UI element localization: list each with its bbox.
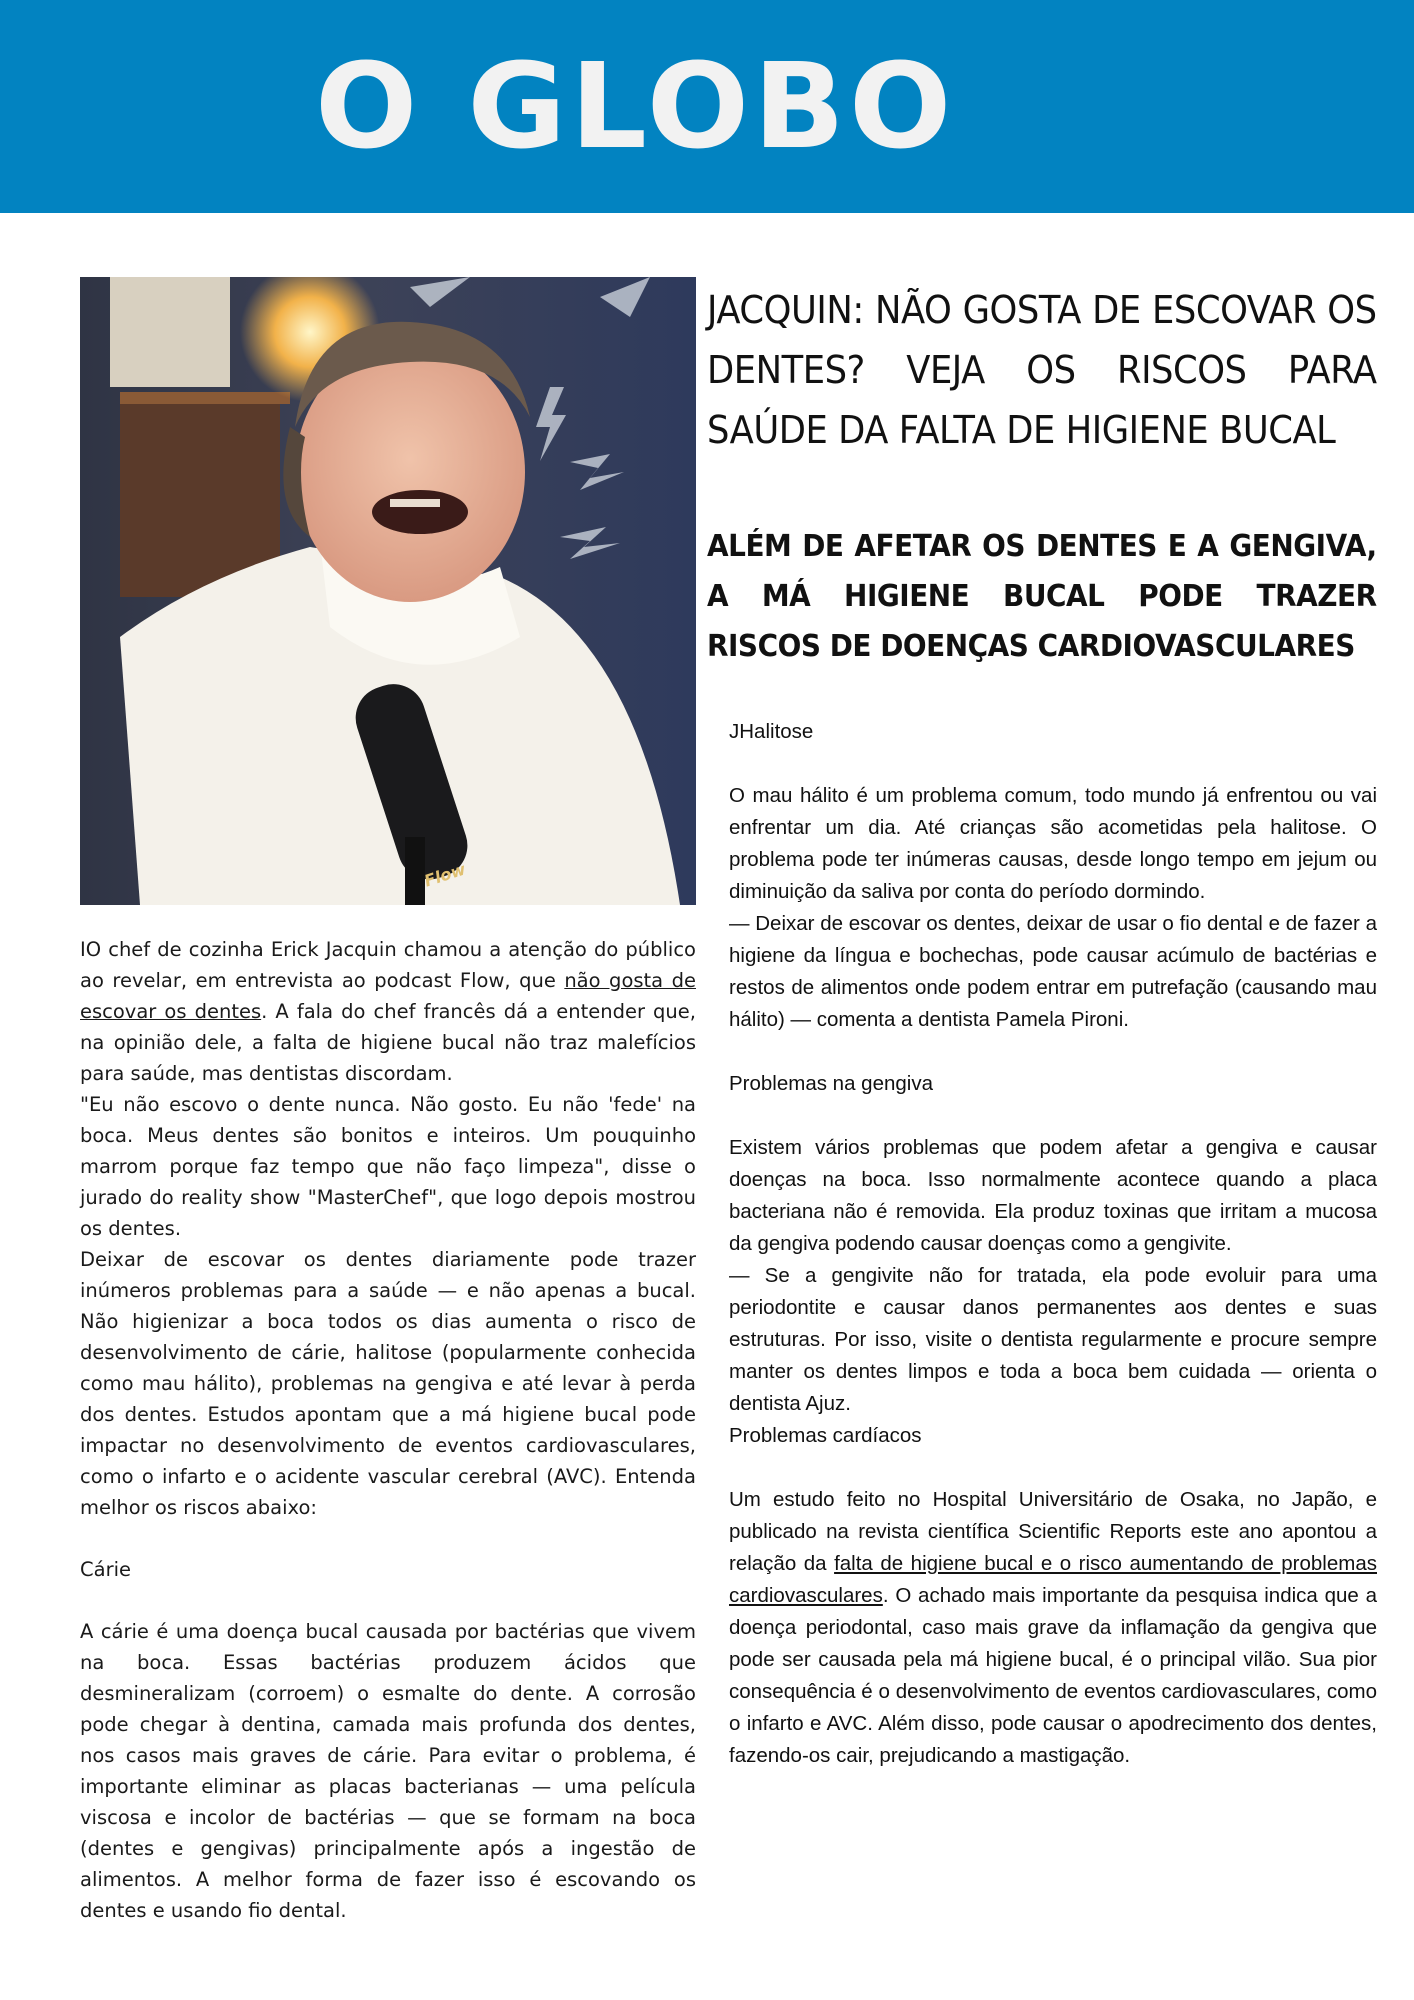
o-globo-logo[interactable]: O GLOBO [315, 37, 956, 175]
section-title-carie: Cárie [80, 1558, 131, 1581]
carie-paragraph: A cárie é uma doença bucal causada por bactérias que vivem na boca. Essas bactérias produzem ácidos que desmineralizam (corroem) o esmalte do dente. A corrosão pode chegar à dentina, camada mais profunda dos dentes, nos casos mais graves de cárie. Para evitar o problema, é importante eliminar as placas bacterianas — uma película viscosa e incolor de bactérias — que se formam na boca (dentes e gengivas) principalmente após a ingestão de alimentos. A melhor forma de fazer isso é escovando os dentes e usando fio dental. [80, 1620, 696, 1922]
right-column [729, 716, 1377, 1772]
left-column [80, 934, 696, 1926]
spacer [80, 1585, 696, 1616]
svg-text:Flow: Flow [421, 859, 468, 891]
risks-paragraph: Deixar de escovar os dentes diariamente pode trazer inúmeros problemas para a saúde — e não apenas a bucal. Não higienizar a boca todos os dias aumenta o risco de desenvolvimento de cárie, halitose (popularmente conhecida como mau hálito), problemas na gengiva e até levar à perda dos dentes. Estudos apontam que a má higiene bucal pode impactar no desenvolvimento de eventos cardiovasculares, como o infarto e o acidente vascular cerebral (AVC). Entenda melhor os riscos abaixo: [80, 1248, 696, 1519]
section-title-halitose: JHalitose [729, 720, 814, 743]
intro-paragraph: IO chef de cozinha Erick Jacquin chamou a atenção do público ao revelar, em entrevista ao podcast Flow, que não gosta de escovar os dentes. A fala do chef francês dá a entender que, na opinião dele, a falta de higiene bucal não traz malefícios para saúde, mas dentistas discordam. [80, 938, 696, 1085]
section-title-cardiacos: Problemas cardíacos [729, 1424, 922, 1447]
spacer [729, 1036, 1377, 1068]
halitose-quote: — Deixar de escovar os dentes, deixar de usar o fio dental e de fazer a higiene da língua e bochechas, pode causar acúmulo de bactérias e restos de alimentos onde podem entrar em putrefação (causando mau hálito) — comenta a dentista Pamela Pironi. [729, 912, 1377, 1031]
masthead [0, 0, 1414, 213]
article-headline: JACQUIN: NÃO GOSTA DE ESCOVAR OS DENTES? VEJA OS RISCOS PARA SAÚDE DA FALTA DE HIGIENE BUCAL [707, 288, 1377, 452]
halitose-paragraph: O mau hálito é um problema comum, todo mundo já enfrentou ou vai enfrentar um dia. Até crianças são acometidas pela halitose. O problema pode ter inúmeras causas, desde longo tempo em jejum ou diminuição da saliva por conta do período dormindo. [729, 784, 1377, 903]
higiene-cardiovascular-study-link[interactable]: falta de higiene bucal e o risco aumentando de problemas cardiovasculares [729, 1552, 1377, 1607]
spacer [729, 1452, 1377, 1484]
spacer [80, 1523, 696, 1554]
jacquin-photo-illustration [80, 277, 696, 905]
gengiva-paragraph: Existem vários problemas que podem afetar a gengiva e causar doenças na boca. Isso normalmente acontece quando a placa bacteriana não é removida. Ela produz toxinas que irritam a mucosa da gengiva podendo causar doenças como a gengivite. [729, 1136, 1377, 1255]
article-subheadline: ALÉM DE AFETAR OS DENTES E A GENGIVA, A MÁ HIGIENE BUCAL PODE TRAZER RISCOS DE DOENÇAS CARDIOVASCULARES [707, 529, 1377, 664]
spacer [729, 748, 1377, 780]
jacquin-quote-paragraph: "Eu não escovo o dente nunca. Não gosto. Eu não 'fede' na boca. Meus dentes são bonitos e inteiros. Um pouquinho marrom porque faz tempo que não faço limpeza", disse o jurado do reality show "MasterChef", que logo depois mostrou os dentes. [80, 1093, 696, 1240]
spacer [729, 1100, 1377, 1132]
gengiva-quote: — Se a gengivite não for tratada, ela pode evoluir para uma periodontite e causar danos permanentes aos dentes e suas estruturas. Por isso, visite o dentista regularmente e procure sempre manter os dentes limpos e toda a boca bem cuidada — orienta o dentista Ajuz. [729, 1264, 1377, 1415]
cardiacos-paragraph: Um estudo feito no Hospital Universitário de Osaka, no Japão, e publicado na revista científica Scientific Reports este ano apontou a relação da falta de higiene bucal e o risco aumentando de problemas cardiovasculares. O achado mais importante da pesquisa indica que a doença periodontal, caso mais grave da inflamação da gengiva que pode ser causada pela má higiene bucal, é o principal vilão. Sua pior consequência é o desenvolvimento de eventos cardiovasculares, como o infarto e AVC. Além disso, pode causar o apodrecimento dos dentes, fazendo-os cair, prejudicando a mastigação. [729, 1488, 1377, 1767]
section-title-gengiva: Problemas na gengiva [729, 1072, 933, 1095]
article-photo [80, 277, 696, 905]
nao-gosta-de-escovar-link[interactable]: não gosta de escovar os dentes [80, 969, 696, 1023]
